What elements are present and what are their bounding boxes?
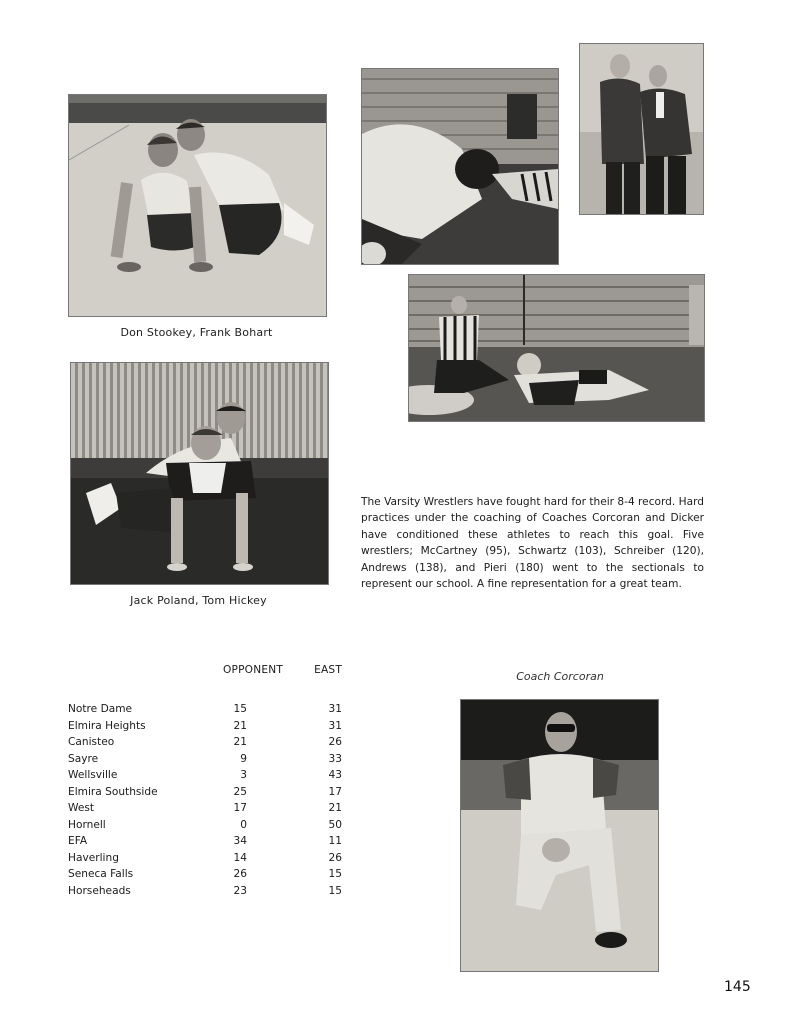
photo-match-referee — [408, 274, 705, 422]
spacer-cell — [247, 784, 302, 801]
table-row — [68, 784, 342, 801]
team-name-cell: Sayre — [68, 752, 99, 765]
opponent-score-cell: 23 — [233, 884, 247, 897]
east-score-cell: 31 — [328, 703, 342, 716]
photo-coach-corcoran — [460, 699, 659, 972]
spacer-cell — [247, 866, 302, 883]
table-row — [68, 850, 342, 867]
east-score-cell: 31 — [328, 719, 342, 732]
opponent-score-cell: 15 — [233, 703, 247, 716]
table-row — [68, 866, 342, 883]
team-name-cell: Horseheads — [68, 884, 131, 897]
spacer-cell — [247, 800, 302, 817]
spacer-cell — [247, 767, 302, 784]
spacer-cell — [247, 734, 302, 751]
article-paragraph: The Varsity Wrestlers have fought hard for their 8-4 record. Hard practices under the coaching of Coaches Corcoran and Dicker have conditioned these athletes to reach this goal. Five wrestlers; McCartney (95), Schwartz (103), Schreiber (120), Andrews (138), and Pieri (180) went to the sectionals to represent our school. A fine representation for a great team. — [361, 496, 704, 591]
opponent-score-cell: 14 — [233, 851, 247, 864]
scores-table — [68, 664, 342, 899]
team-name-cell: Elmira Southside — [68, 785, 158, 798]
wrestlers-curtain-image — [71, 363, 328, 584]
spacer-cell — [247, 718, 302, 735]
east-score-cell: 43 — [328, 769, 342, 782]
team-column-header — [68, 664, 196, 701]
match-action-image — [362, 69, 558, 264]
photo-coaches-suits — [579, 43, 704, 215]
opponent-score-cell: 26 — [233, 868, 247, 881]
team-name-cell: Elmira Heights — [68, 719, 146, 732]
east-score-cell: 21 — [328, 802, 342, 815]
opponent-score-cell: 3 — [240, 769, 247, 782]
match-referee-image — [409, 275, 704, 421]
opponent-score-cell: 17 — [233, 802, 247, 815]
east-score-cell: 50 — [328, 818, 342, 831]
table-row — [68, 751, 342, 768]
spacer-cell — [247, 817, 302, 834]
coaches-suits-image — [580, 44, 703, 214]
opponent-score-cell: 34 — [233, 835, 247, 848]
east-score-cell: 11 — [328, 835, 342, 848]
table-row — [68, 718, 342, 735]
team-name-cell: Seneca Falls — [68, 868, 134, 881]
team-name-cell: EFA — [68, 835, 88, 848]
photo-label: Coach Corcoran — [516, 670, 604, 683]
team-name-cell: West — [68, 802, 95, 815]
table-row — [68, 817, 342, 834]
photo-poland-hickey — [70, 362, 329, 585]
table-header-row — [68, 664, 342, 701]
photo-caption: Don Stookey, Frank Bohart — [120, 326, 273, 339]
photo-match-action — [361, 68, 559, 265]
photo-stookey-bohart — [68, 94, 327, 317]
east-score-cell: 15 — [328, 868, 342, 881]
spacer-cell — [247, 833, 302, 850]
opponent-column-header: OPPONENT — [222, 664, 284, 676]
table-row — [68, 701, 342, 718]
team-name-cell: Notre Dame — [68, 703, 133, 716]
east-score-cell: 33 — [328, 752, 342, 765]
coach-kneeling-image — [461, 700, 658, 971]
wrestlers-posed-image — [69, 95, 326, 316]
table-row — [68, 800, 342, 817]
east-score-cell: 26 — [328, 736, 342, 749]
spacer-cell — [247, 701, 302, 718]
table-row — [68, 767, 342, 784]
spacer-cell — [247, 751, 302, 768]
table-row — [68, 833, 342, 850]
opponent-score-cell: 9 — [240, 752, 247, 765]
page-number: 145 — [724, 979, 751, 995]
team-name-cell: Canisteo — [68, 736, 115, 749]
photo-caption: Jack Poland, Tom Hickey — [130, 594, 267, 607]
east-score-cell: 17 — [328, 785, 342, 798]
east-column-header: EAST — [314, 664, 342, 676]
spacer-cell — [247, 850, 302, 867]
opponent-score-cell: 0 — [240, 818, 247, 831]
opponent-score-cell: 21 — [233, 719, 247, 732]
table-row — [68, 734, 342, 751]
east-score-cell: 26 — [328, 851, 342, 864]
opponent-score-cell: 25 — [233, 785, 247, 798]
east-score-cell: 15 — [328, 884, 342, 897]
table-row — [68, 883, 342, 900]
spacer-cell — [247, 883, 302, 900]
team-name-cell: Hornell — [68, 818, 106, 831]
team-name-cell: Haverling — [68, 851, 119, 864]
team-name-cell: Wellsville — [68, 769, 118, 782]
opponent-score-cell: 21 — [233, 736, 247, 749]
